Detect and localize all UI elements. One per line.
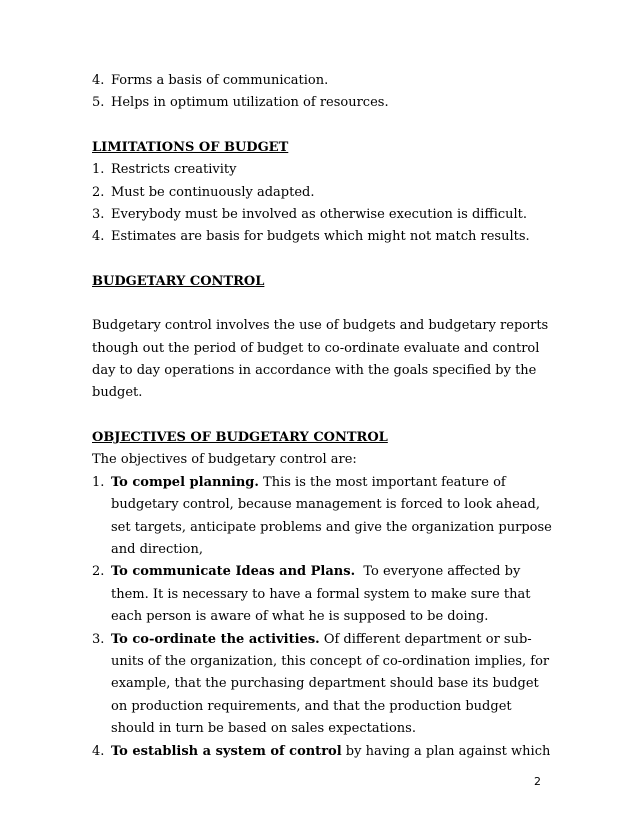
list-item <box>92 182 552 204</box>
list-text: Everybody must be involved as otherwise execution is difficult. <box>111 207 528 223</box>
objective-item <box>92 629 552 741</box>
limitations-heading: LIMITATIONS OF BUDGET <box>92 139 289 155</box>
list-number: 3. <box>92 207 105 223</box>
objective-body: To everyone affected by them. It is necessary to have a formal system to make sure that each person is aware of what he is supposed to be doing. <box>111 564 535 625</box>
list-text: Restricts creativity <box>111 162 237 178</box>
objective-item <box>92 741 552 763</box>
list-number: 5. <box>92 95 105 111</box>
page-number: 2 <box>534 775 541 788</box>
list-number: 1. <box>92 162 105 178</box>
objective-title: To establish a system of control <box>111 743 342 759</box>
objective-item <box>92 472 552 562</box>
objective-text <box>111 472 552 562</box>
objective-text <box>111 561 552 628</box>
objective-body: by having a plan against which <box>341 743 551 759</box>
objective-text <box>111 741 552 763</box>
objective-title: To co-ordinate the activities. <box>111 631 320 647</box>
list-text: Must be continuously adapted. <box>111 184 315 200</box>
list-item <box>92 204 552 226</box>
list-item <box>92 70 552 92</box>
objectives-heading: OBJECTIVES OF BUDGETARY CONTROL <box>92 429 388 445</box>
list-number: 2. <box>92 564 105 580</box>
objective-body: Of different department or sub-units of the organization, this concept of co-ordination implies, for example, that the purchasing department should base its budget on production requirements, and that the production budget should in turn be based on sales expectations. <box>111 631 550 737</box>
objective-title: To communicate Ideas and Plans. <box>111 564 356 580</box>
budgetary-control-paragraph: Budgetary control involves the use of budgets and budgetary reports though out the period of budget to co-ordinate evaluate and control day to day operations in accordance with the goals specified by the budget. <box>92 318 549 401</box>
list-number: 4. <box>92 743 105 759</box>
list-number: 4. <box>92 73 105 88</box>
objectives-intro: The objectives of budgetary control are: <box>92 452 357 468</box>
page-content <box>92 70 552 763</box>
objective-body: This is the most important feature of budgetary control, because management is forced to look ahead, set targets, anticipate problems and give the organization purpose and direction, <box>111 474 552 557</box>
objective-text <box>111 629 552 741</box>
list-text: Forms a basis of communication. <box>111 73 329 88</box>
list-item <box>92 226 552 248</box>
objective-title: To compel planning. <box>111 474 259 490</box>
list-number: 4. <box>92 229 105 245</box>
list-item <box>92 159 552 181</box>
list-number: 1. <box>92 474 105 490</box>
objective-item <box>92 561 552 628</box>
list-text: Estimates are basis for budgets which might not match results. <box>111 229 530 245</box>
list-item <box>92 92 552 114</box>
list-number: 3. <box>92 631 105 647</box>
budgetary-control-heading: BUDGETARY CONTROL <box>92 273 265 289</box>
list-number: 2. <box>92 184 105 200</box>
list-text: Helps in optimum utilization of resources. <box>111 95 389 111</box>
